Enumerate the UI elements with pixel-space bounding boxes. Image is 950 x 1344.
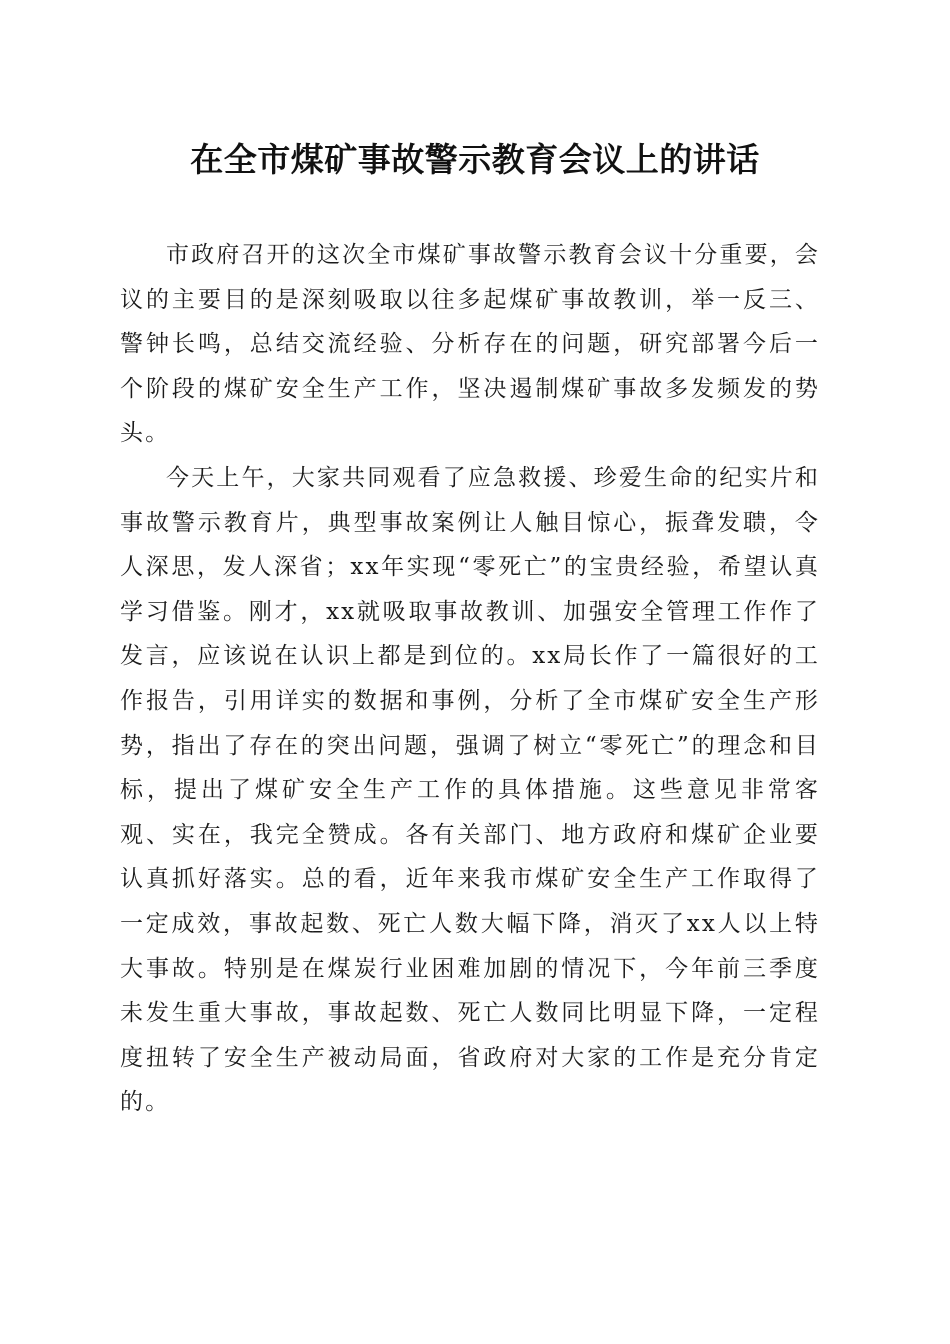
paragraph: 市政府召开的这次全市煤矿事故警示教育会议十分重要，会议的主要目的是深刻吸取以往多起煤矿事故教训，举一反三、警钟长鸣，总结交流经验、分析存在的问题，研究部署今后一个阶段的煤矿安全生产工作，坚决遏制煤矿事故多发频发的势头。 — [120, 242, 820, 447]
document-body — [120, 233, 820, 1125]
document-title: 在全市煤矿事故警示教育会议上的讲话 — [190, 140, 760, 179]
paragraph: 今天上午，大家共同观看了应急救援、珍爱生命的纪实片和事故警示教育片，典型事故案例让人触目惊心，振聋发聩，令人深思，发人深省；xx年实现“零死亡”的宝贵经验，希望认真学习借鉴。刚才，xx就吸取事故教训、加强安全管理工作作了发言，应该说在认识上都是到位的。xx局长作了一篇很好的工作报告，引用详实的数据和事例，分析了全市煤矿安全生产形势，指出了存在的突出问题，强调了树立“零死亡”的理念和目标，提出了煤矿安全生产工作的具体措施。这些意见非常客观、实在，我完全赞成。各有关部门、地方政府和煤矿企业要认真抓好落实。总的看，近年来我市煤矿安全生产工作取得了一定成效，事故起数、死亡人数大幅下降，消灭了xx人以上特大事故。特别是在煤炭行业困难加剧的情况下，今年前三季度未发生重大事故，事故起数、死亡人数同比明显下降，一定程度扭转了安全生产被动局面，省政府对大家的工作是充分肯定的。 — [120, 464, 820, 1116]
